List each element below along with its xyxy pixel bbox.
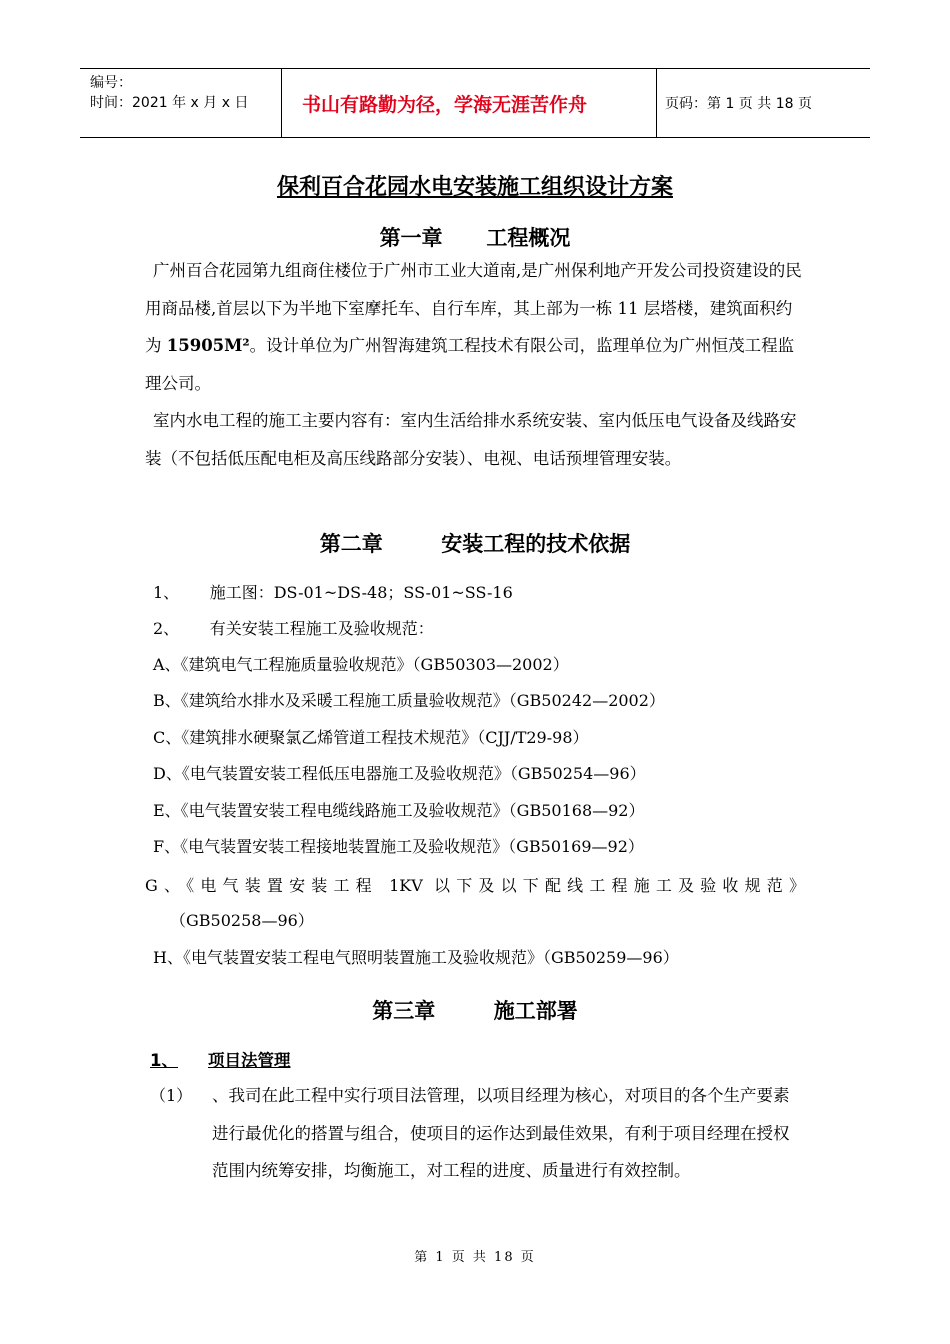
standard-item: E、《电气装置安装工程电缆线路施工及验收规范》（GB50168—92）: [153, 801, 645, 820]
number-label: 编号：: [90, 75, 132, 91]
item-text: 、我司在此工程中实行项目法管理，以项目经理为核心，对项目的各个生产要素进行最优化的搭置与组合，使项目的运作达到最佳效果，有利于项目经理在授权范围内统筹安排，均衡施工，对工程的进度、质量进行有效控制。: [212, 1086, 790, 1180]
item-number: （1）: [150, 1086, 193, 1105]
standard-item-h: H、《电气装置安装工程电气照明装置施工及验收规范》（GB50259—96）: [153, 948, 679, 967]
building-area: 15905M²: [166, 336, 250, 355]
chapter1-paragraph1-a: 广州百合花园第九组商住楼位于广州市工业大道南,是广州保利地产开发公司投资建设的民用商品楼,首层以下为半地下室摩托车、自行车库，其上部为一栋 11 层塔楼，建筑面积约为: [145, 261, 802, 355]
chapter2-title: 第二章 安装工程的技术依据: [319, 532, 631, 556]
chapter2-item1: 1、 施工图：DS-01~DS-48；SS-01~SS-16: [153, 583, 513, 602]
time-label: 时间：2021 年 x 月 x 日: [90, 95, 249, 111]
standard-item-g: G、《电气装置安装工程 1KV 以下及以下配线工程施工及验收规范》: [145, 876, 805, 895]
header-meta-cell: [80, 69, 282, 137]
header-motto: 书山有路勤为径，学海无涯苦作舟: [282, 69, 657, 137]
section-title: 项目法管理: [207, 1051, 291, 1070]
chapter1-paragraph1-b: 。设计单位为广州智海建筑工程技术有限公司，监理单位为广州恒茂工程监理公司。: [145, 336, 795, 393]
chapter1-paragraph1: [145, 252, 805, 402]
standard-item: B、《建筑给水排水及采暖工程施工质量验收规范》（GB50242—2002）: [153, 691, 665, 710]
chapter2-item2: 2、 有关安装工程施工及验收规范：: [153, 619, 434, 638]
standard-item-g-code: （GB50258—96）: [170, 911, 314, 930]
standard-item: C、《建筑排水硬聚氯乙烯管道工程技术规范》（CJJ/T29-98）: [153, 728, 589, 747]
chapter3-title: 第三章 施工部署: [372, 999, 578, 1023]
header-page-info: 页码：第 1 页 共 18 页: [665, 96, 812, 112]
chapter1-title: 第一章 工程概况: [379, 226, 571, 250]
page-footer: 第 1 页 共 18 页: [414, 1250, 536, 1265]
standard-item: D、《电气装置安装工程低压电器施工及验收规范》（GB50254—96）: [153, 764, 646, 783]
section-heading: [150, 1047, 290, 1071]
section-number: 1、: [150, 1051, 178, 1070]
standard-item: F、《电气装置安装工程接地装置施工及验收规范》（GB50169—92）: [153, 837, 644, 856]
header-table: [80, 68, 870, 138]
document-title: 保利百合花园水电安装施工组织设计方案: [276, 175, 673, 200]
standard-item: A、《建筑电气工程施质量验收规范》（GB50303—2002）: [153, 655, 569, 674]
chapter1-paragraph2: 室内水电工程的施工主要内容有：室内生活给排水系统安装、室内低压电气设备及线路安装（不包括低压配电柜及高压线路部分安装）、电视、电话预埋管理安装。: [145, 411, 797, 468]
